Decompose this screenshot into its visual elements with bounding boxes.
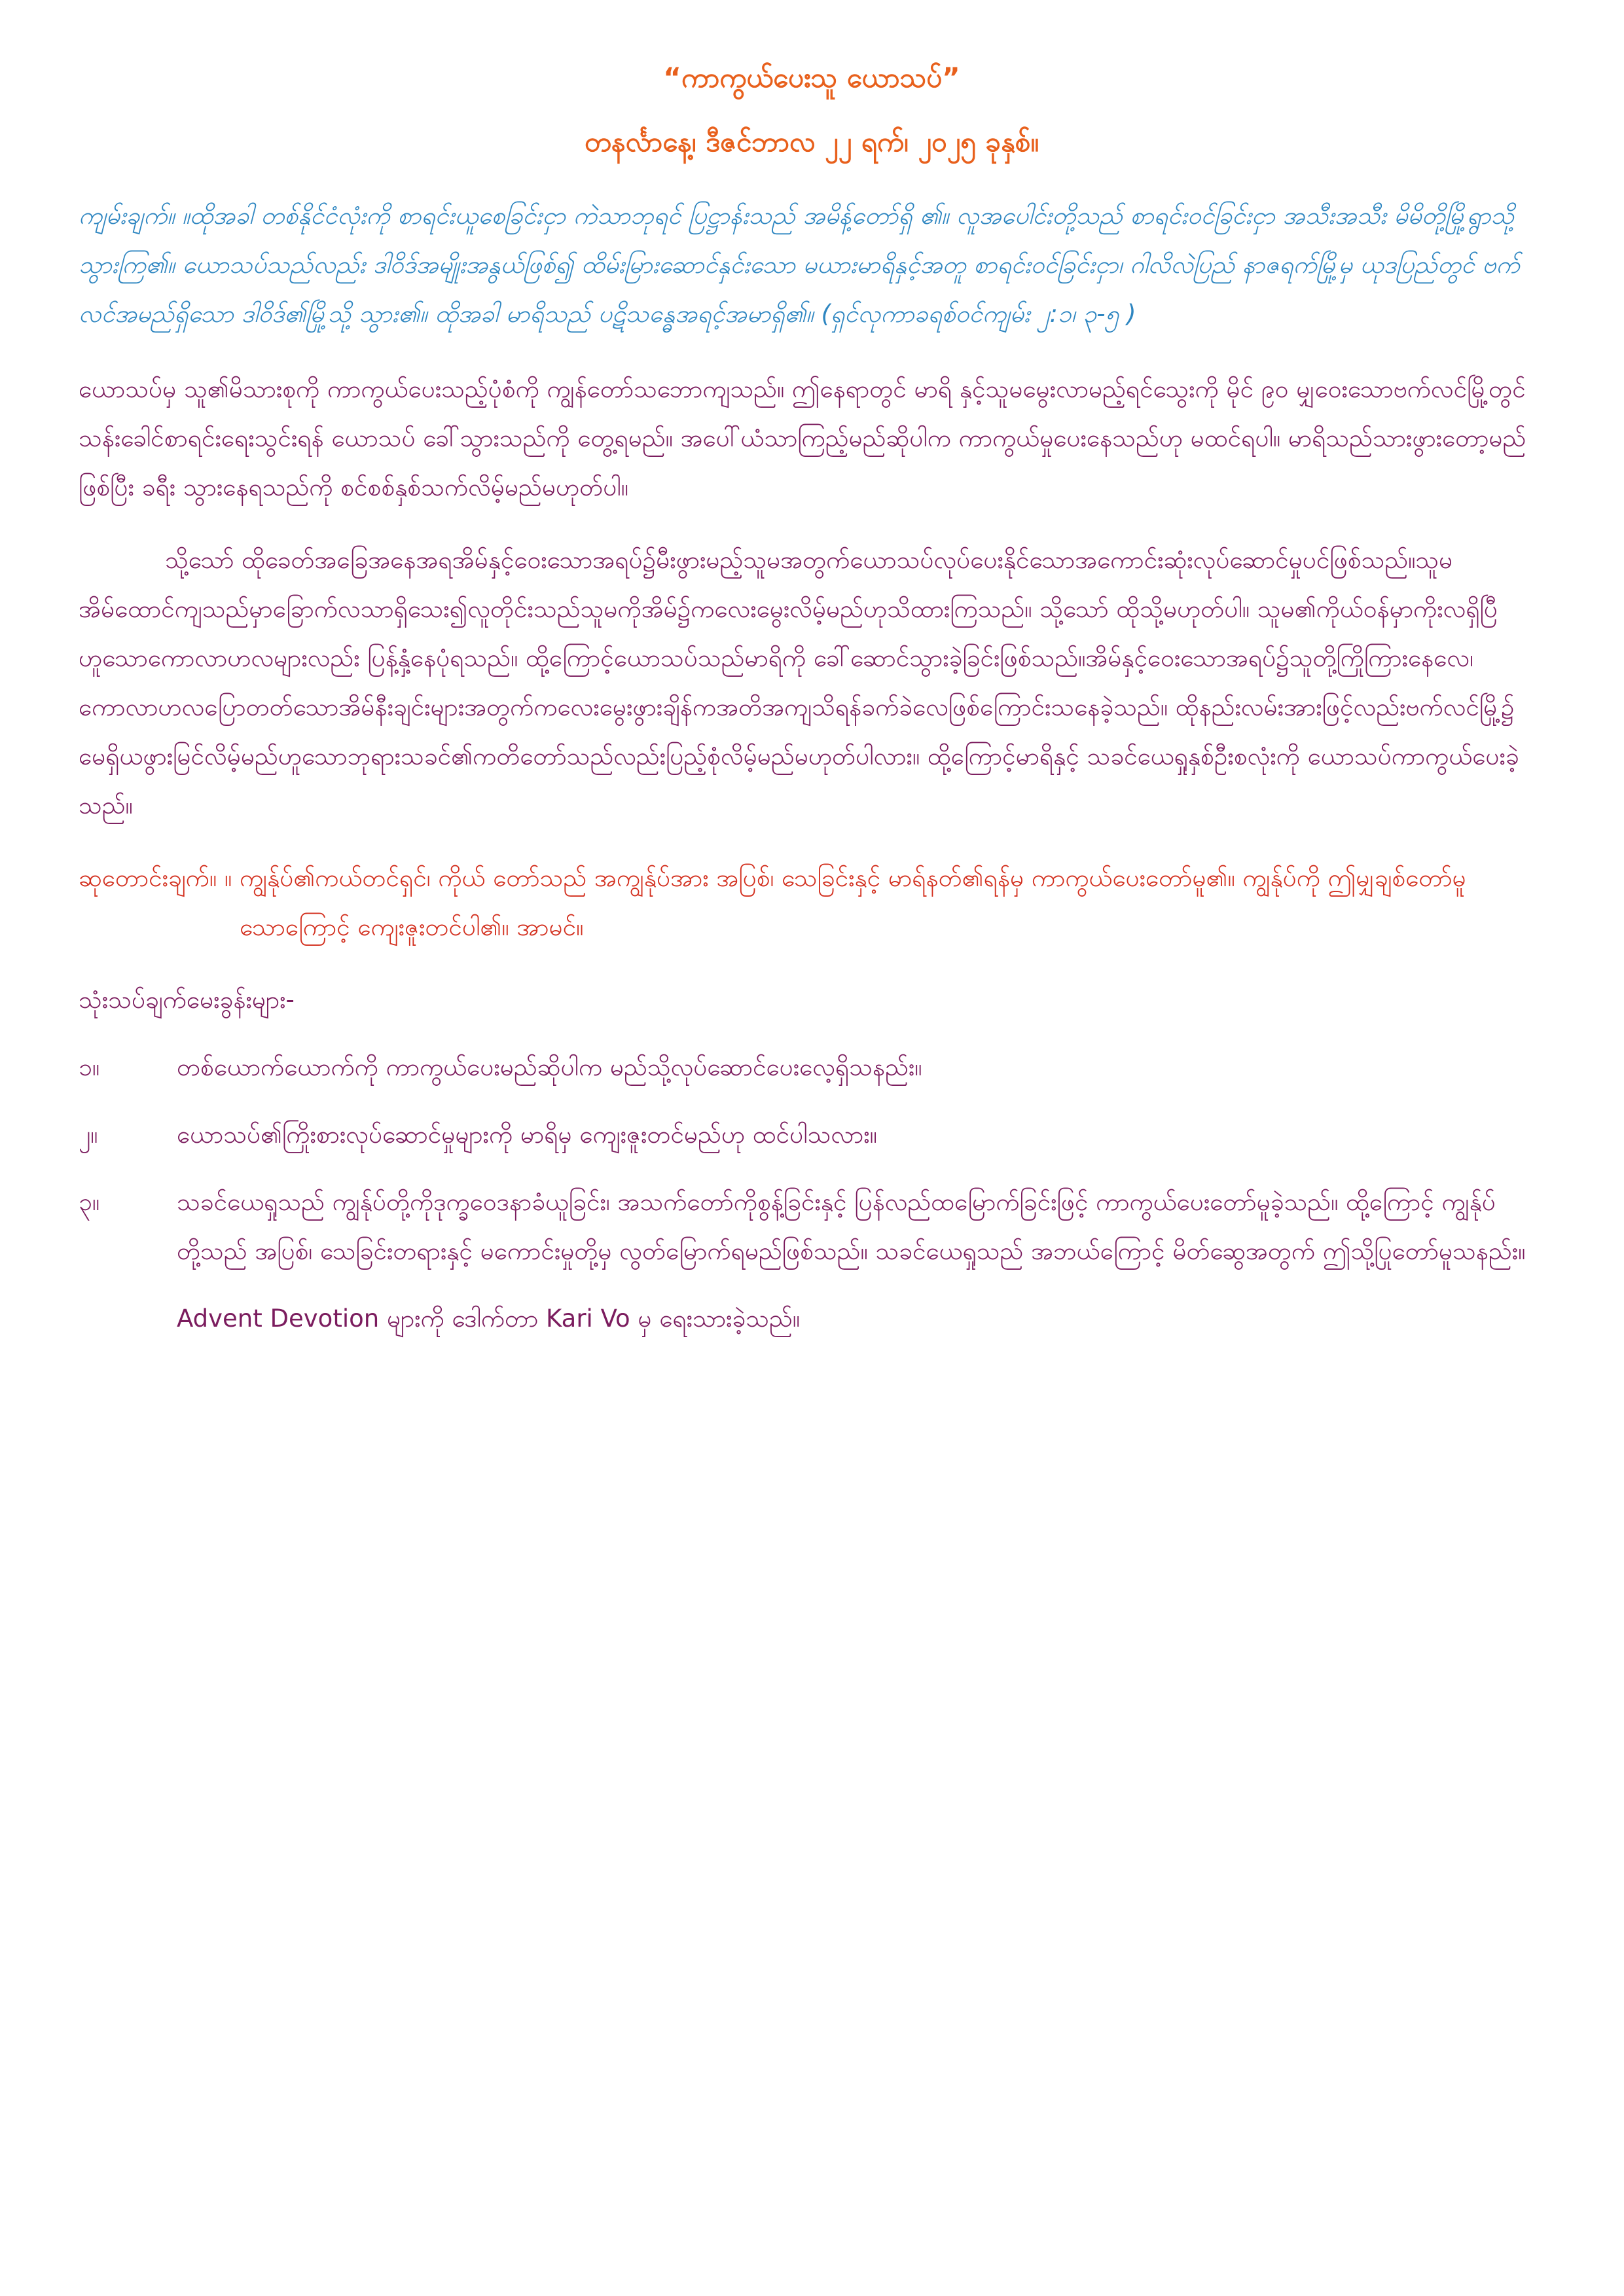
- author-credit: Advent Devotion များကို ဒေါက်တာ Kari Vo မှ ရေးသားခဲ့သည်။: [177, 1304, 800, 1333]
- question-number: ၁။: [79, 1053, 100, 1081]
- question-number: ၂။: [79, 1121, 98, 1149]
- question-text: တစ်ယောက်ယောက်ကို ကာကွယ်ပေးမည်ဆိုပါက မည်သို့လုပ်ဆောင်ပေးလေ့ရှိသနည်း။: [177, 1053, 922, 1081]
- question-item: [79, 1177, 1545, 1276]
- scripture-passage: ကျမ်းချက်။ ။ထိုအခါ တစ်နိုင်ငံလုံးကို စာရင်းယူစေခြင်းငှာ ကဲသာဘုရင် ပြဋ္ဌာန်းသည် အမိန့်တော်ရှိ ၏။ လူအပေါင်းတို့သည် စာရင်းဝင်ခြင်းငှာ အသီးအသီး မိမိတို့မြို့ရွာသို့ သွားကြ၏။ ယောသပ်သည်လည်း ဒါဝိဒ်အမျိုးအနွယ်ဖြစ်၍ ထိမ်းမြားဆောင်နှင်းသော မယားမာရိနှင့်အတူ စာရင်းဝင်ခြင်းငှာ၊ ဂါလိလဲပြည် နာဇရက်မြို့မှ ယုဒပြည်တွင် ဗက်လင်အမည်ရှိသော ဒါဝိဒ်၏မြို့သို့ သွား၏။ ထိုအခါ မာရိသည် ပဋိသန္ဓေအရင့်အမာရှိ၏။ (ရှင်လုကာခရစ်ဝင်ကျမ်း ၂:၁၊ ၃-၅ ): [79, 202, 1520, 328]
- body-paragraph-2: သို့သော် ထိုခေတ်အခြေအနေအရအိမ်နှင့်ဝေးသောအရပ်၌မီးဖွားမည့်သူမအတွက်ယောသပ်လုပ်ပေးနိုင်သောအကောင်းဆုံးလုပ်ဆောင်မှုပင်ဖြစ်သည်။သူမအိမ်ထောင်ကျသည်မှာခြောက်လသာရှိသေး၍လူတိုင်းသည်သူမကိုအိမ်၌ကလေးမွေးလိမ့်မည်ဟုသိထားကြသည်။ သို့သော် ထိုသို့မဟုတ်ပါ။ သူမ၏ကိုယ်ဝန်မှာကိုးလရှိပြီဟူသောကောလာဟလများလည်း ပြန့်နှံ့နေပုံရသည်။ ထို့ကြောင့်ယောသပ်သည်မာရိကို ခေါ်ဆောင်သွားခဲ့ခြင်းဖြစ်သည်။အိမ်နှင့်ဝေးသောအရပ်၌သူတို့ကြိုကြားနေလေ၊ကောလာဟလပြောတတ်သောအိမ်နီးချင်းများအတွက်ကလေးမွေးဖွားချိန်ကအတိအကျသိရန်ခက်ခဲလေဖြစ်ကြောင်းသနေခဲ့သည်။ ထိုနည်းလမ်းအားဖြင့်လည်းဗက်လင်မြို့၌ မေရှိယဖွားမြင်လိမ့်မည်ဟူသောဘုရားသခင်၏ကတိတော်သည်လည်းပြည့်စုံလိမ့်မည်မဟုတ်ပါလား။ ထို့ကြောင့်မာရိနှင့် သခင်ယေရှုနှစ်ဦးစလုံးကို ယောသပ်ကာကွယ်ပေးခဲ့သည်။: [79, 546, 1519, 819]
- prayer-block: [79, 853, 1545, 952]
- devotion-page: [79, 52, 1545, 1343]
- reflection-questions-heading: သုံးသပ်ချက်မေးခွန်းများ-: [79, 986, 295, 1014]
- question-item: [79, 1110, 1545, 1159]
- devotion-title: “ကာကွယ်ပေးသူ ယောသပ်”: [663, 62, 960, 94]
- question-text: ယောသပ်၏ကြိုးစားလုပ်ဆောင်မှုများကို မာရိမှ ကျေးဇူးတင်မည်ဟု ထင်ပါသလား။: [177, 1121, 877, 1149]
- question-item: [79, 1043, 1545, 1092]
- prayer-text: ကျွန်ုပ်၏ကယ်တင်ရှင်၊ ကိုယ် တော်သည် အကျွန်ုပ်အား အပြစ်၊ သေခြင်းနှင့် မာရ်နတ်၏ရန်မှ ကာကွယ်ပေးတော်မူ၏။ ကျွန်ုပ်ကို ဤမျှချစ်တော်မူသောကြောင့် ကျေးဇူးတင်ပါ၏။ အာမင်။: [240, 864, 1466, 941]
- prayer-label: ဆုတောင်းချက်။ ။: [79, 864, 232, 892]
- devotion-date: တနင်္လာနေ့၊ ဒီဇင်ဘာလ ၂၂ ရက်၊ ၂၀၂၅ ခုနှစ်။: [584, 126, 1039, 158]
- question-number: ၃။: [79, 1188, 100, 1216]
- question-text: သခင်ယေရှုသည် ကျွန်ုပ်တို့ကိုဒုက္ခဝေဒနာခံယူခြင်း၊ အသက်တော်ကိုစွန့်ခြင်းနှင့် ပြန်လည်ထမြောက်ခြင်းဖြင့် ကာကွယ်ပေးတော်မူခဲ့သည်။ ထို့ကြောင့် ကျွန်ုပ်တို့သည် အပြစ်၊ သေခြင်းတရားနှင့် မကောင်းမှုတို့မှ လွတ်မြောက်ရမည်ဖြစ်သည်။ သခင်ယေရှုသည် အဘယ်ကြောင့် မိတ်ဆွေအတွက် ဤသို့ပြုတော်မူသနည်း။: [177, 1188, 1526, 1265]
- body-paragraph-1: ယောသပ်မှ သူ၏မိသားစုကို ကာကွယ်ပေးသည့်ပုံစံကို ကျွန်တော်သဘောကျသည်။ ဤနေရာတွင် မာရိ နှင့်သူမမွေးလာမည့်ရင်သွေးကို မိုင် ၉၀ မျှဝေးသောဗက်လင်မြို့တွင် သန်းခေါင်စာရင်းရေးသွင်းရန် ယောသပ် ခေါ်သွားသည်ကို တွေ့ရမည်။ အပေါ်ယံသာကြည့်မည်ဆိုပါက ကာကွယ်မှုပေးနေသည်ဟု မထင်ရပါ။ မာရိသည်သားဖွားတော့မည်ဖြစ်ပြီး ခရီး သွားနေရသည်ကို စင်စစ်နှစ်သက်လိမ့်မည်မဟုတ်ပါ။: [79, 375, 1526, 501]
